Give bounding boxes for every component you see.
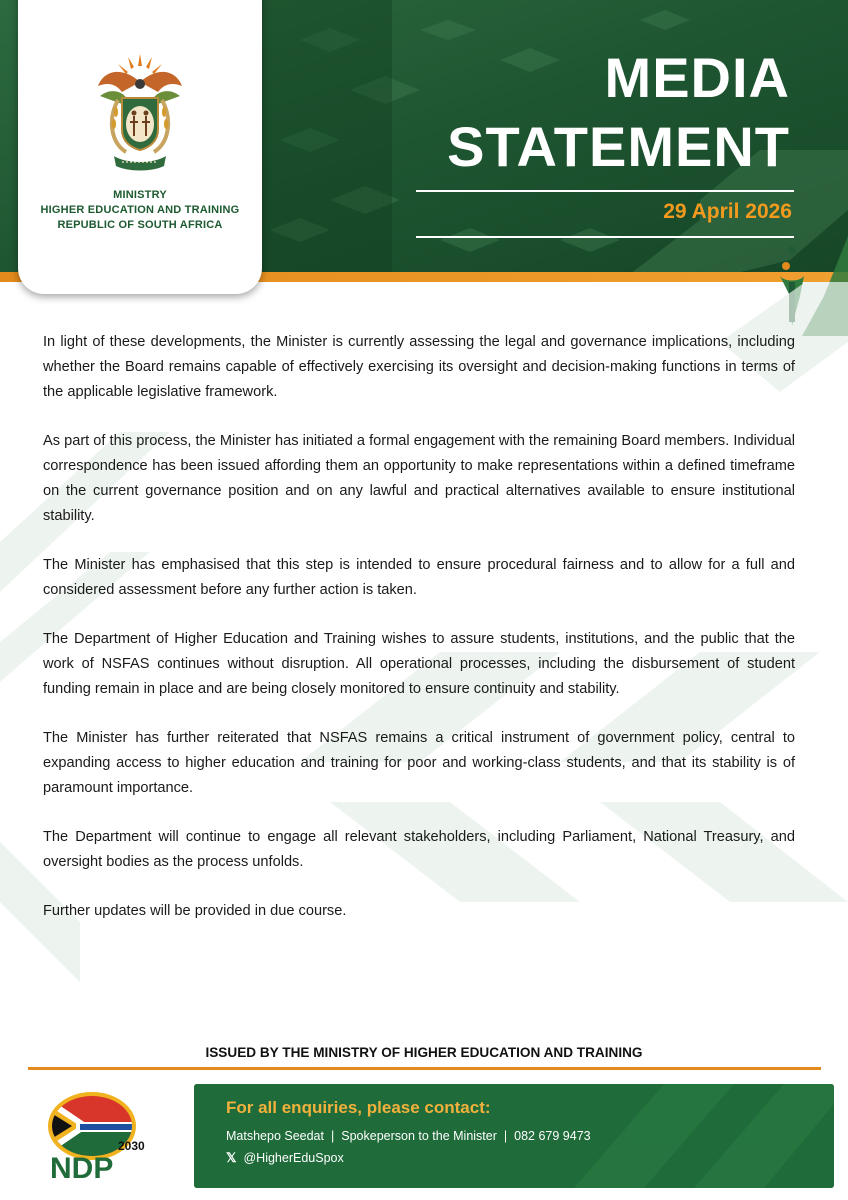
statement-date: 29 April 2026 xyxy=(663,200,792,223)
social-handle[interactable]: @HigherEduSpox xyxy=(243,1151,344,1165)
contact-name: Matshepo Seedat xyxy=(226,1129,324,1143)
social-handle-line xyxy=(226,1150,344,1166)
title-divider-top xyxy=(416,190,794,192)
south-africa-coat-of-arms-icon xyxy=(92,52,188,174)
media-title-line-2: STATEMENT xyxy=(447,115,790,178)
body-paragraph-3: The Minister has emphasised that this step is intended to ensure procedural fairness and to allow for a full and considered assessment before any further action is taken. xyxy=(43,557,795,598)
separator: | xyxy=(331,1129,335,1143)
ministry-label: MINISTRY xyxy=(113,189,167,201)
media-title-line-1: MEDIA xyxy=(604,46,790,109)
title-divider-bottom xyxy=(416,236,794,238)
contact-heading: For all enquiries, please contact: xyxy=(226,1098,491,1117)
contact-panel xyxy=(194,1084,834,1188)
department-label: HIGHER EDUCATION AND TRAINING xyxy=(40,204,240,216)
body-paragraph-7: Further updates will be provided in due course. xyxy=(43,903,347,919)
body-paragraph-5: The Minister has further reiterated that NSFAS remains a critical instrument of government policy, central to expanding access to higher education and training for poor and working-class students, and that its stability is of paramount importance. xyxy=(43,730,795,796)
country-label: REPUBLIC OF SOUTH AFRICA xyxy=(57,219,223,231)
contact-details xyxy=(226,1129,591,1143)
issued-by-line: ISSUED BY THE MINISTRY OF HIGHER EDUCATION AND TRAINING xyxy=(205,1045,643,1060)
body-paragraph-4: The Department of Higher Education and Training wishes to assure students, institutions, and the public that the work of NSFAS continues without disruption. All operational processes, including the disbursement of student funding remain in place and are being closely monitored to ensure continuity and stability. xyxy=(43,631,795,697)
ndp-year: 2030 xyxy=(118,1139,145,1153)
x-logo-icon: 𝕏 xyxy=(226,1150,237,1165)
statement-body xyxy=(43,330,795,948)
contact-phone[interactable]: 082 679 9473 xyxy=(514,1129,591,1143)
ndp-text: NDP xyxy=(50,1152,114,1182)
separator: | xyxy=(503,1129,508,1143)
contact-role: Spokeperson to the Minister xyxy=(341,1129,497,1143)
footer-divider xyxy=(28,1067,821,1070)
body-paragraph-6: The Department will continue to engage all relevant stakeholders, including Parliament, National Treasury, and oversight bodies as the process unfolds. xyxy=(43,829,795,870)
ndp-2030-logo-icon xyxy=(40,1086,152,1182)
body-paragraph-2: As part of this process, the Minister has initiated a formal engagement with the remaining Board members. Individual correspondence has been issued affording them an opportunity to make representations within a defined timeframe on the current governance position and on any lawful and practical alternatives available to ensure institutional stability. xyxy=(43,433,795,524)
body-paragraph-1: In light of these developments, the Minister is currently assessing the legal and governance implications, including whether the Board remains capable of effectively exercising its oversight and decision-making functions in terms of the applicable legislative framework. xyxy=(43,334,795,400)
